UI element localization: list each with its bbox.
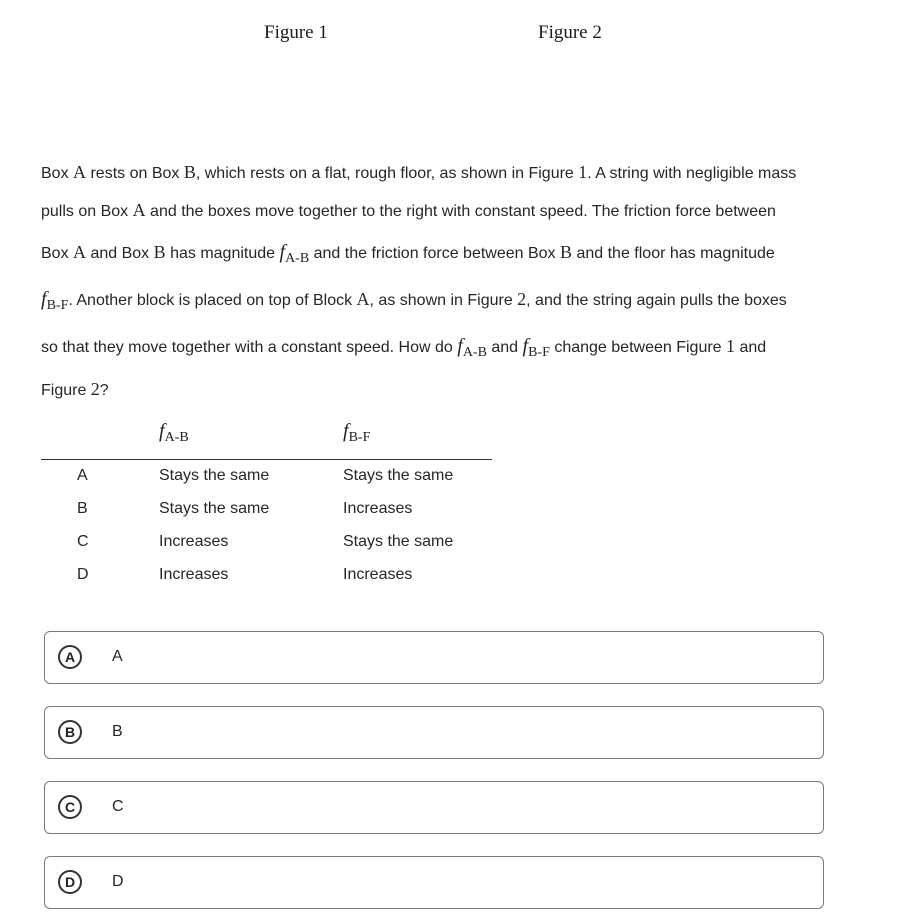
table-row: [41, 559, 492, 592]
question-line-3: Box A and Box B has magnitude fA-B and the friction force between Box B and the floor has magnitude: [41, 241, 775, 266]
row-f-bf: Stays the same: [343, 533, 454, 550]
row-f-ab: Increases: [159, 533, 229, 550]
figure-2-label: Figure 2: [538, 22, 602, 43]
table-row: [41, 460, 492, 493]
table-row: [41, 493, 492, 526]
option-text: C: [112, 798, 124, 815]
table-header: [41, 416, 492, 460]
option-text: A: [112, 648, 123, 665]
answer-option-b[interactable]: [44, 706, 824, 759]
row-f-ab: Stays the same: [159, 500, 270, 517]
question-text: [41, 153, 841, 408]
question-line-6: Figure 2?: [41, 379, 109, 399]
answer-option-a[interactable]: [44, 631, 824, 684]
figure-1-label: Figure 1: [264, 22, 328, 43]
row-f-bf: Increases: [343, 500, 413, 517]
row-label: A: [77, 467, 88, 484]
option-letter-bubble: B: [58, 720, 82, 744]
row-f-ab: Increases: [159, 566, 229, 583]
option-letter-bubble: C: [58, 795, 82, 819]
option-letter-bubble: D: [58, 870, 82, 894]
question-line-5: so that they move together with a constant speed. How do fA-B and fB-F change between Figure 1 and: [41, 335, 767, 360]
question-line-1: Box A rests on Box B, which rests on a flat, rough floor, as shown in Figure 1. A string with negligible mass: [41, 162, 797, 182]
header-f-bf: fB-F: [343, 420, 371, 445]
option-text: D: [112, 873, 124, 890]
row-label: C: [77, 533, 89, 550]
row-f-bf: Increases: [343, 566, 413, 583]
row-label: B: [77, 500, 88, 517]
answer-option-d[interactable]: [44, 856, 824, 909]
answer-table: [41, 416, 492, 592]
table-row: [41, 526, 492, 559]
question-line-4: fB-F. Another block is placed on top of Block A, as shown in Figure 2, and the string again pulls the boxes: [41, 288, 787, 313]
header-f-ab: fA-B: [159, 420, 189, 445]
option-letter-bubble: A: [58, 645, 82, 669]
question-line-2: pulls on Box A and the boxes move together to the right with constant speed. The friction force between: [41, 200, 776, 220]
option-text: B: [112, 723, 123, 740]
row-f-bf: Stays the same: [343, 467, 454, 484]
answer-option-c[interactable]: [44, 781, 824, 834]
row-label: D: [77, 566, 89, 583]
row-f-ab: Stays the same: [159, 467, 270, 484]
